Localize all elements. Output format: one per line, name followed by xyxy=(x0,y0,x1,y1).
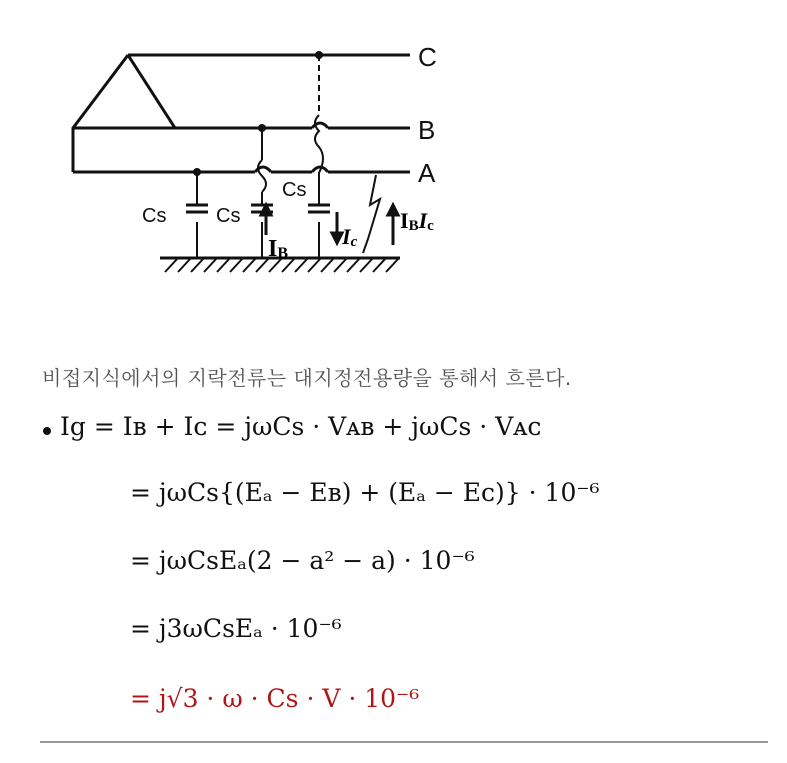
current-label-ic: Ic xyxy=(342,224,358,250)
phase-label-b: B xyxy=(418,115,436,145)
equation-line-4: = j3ωCsEₐ · 10⁻⁶ xyxy=(130,614,342,643)
equation-line-5-result: = j√3 · ω · Cs · V · 10⁻⁶ xyxy=(130,684,420,713)
phase-label-a: A xyxy=(418,158,436,188)
equation-line-1: Ig = Iʙ + Iᴄ = jωCs · Vᴀʙ + jωCs · Vᴀᴄ xyxy=(60,412,542,441)
current-label-ib: IB xyxy=(268,236,289,262)
divider xyxy=(40,741,768,743)
equation-line-2: = jωCs{(Eₐ − Eʙ) + (Eₐ − Eᴄ)} · 10⁻⁶ xyxy=(130,478,600,507)
bullet-icon xyxy=(43,427,51,435)
equation-line-3: = jωCsEₐ(2 − a² − a) · 10⁻⁶ xyxy=(130,546,475,575)
description-text: 비접지식에서의 지락전류는 대지정전용량을 통해서 흐른다. xyxy=(42,366,572,390)
fault-current-label: IBIc xyxy=(400,208,434,234)
capacitor-label-2: Cs xyxy=(216,205,241,227)
circuit-diagram xyxy=(0,0,787,330)
capacitor-label-1: Cs xyxy=(142,205,167,227)
phase-label-c: C xyxy=(418,42,437,72)
capacitor-label-3: Cs xyxy=(282,179,307,201)
